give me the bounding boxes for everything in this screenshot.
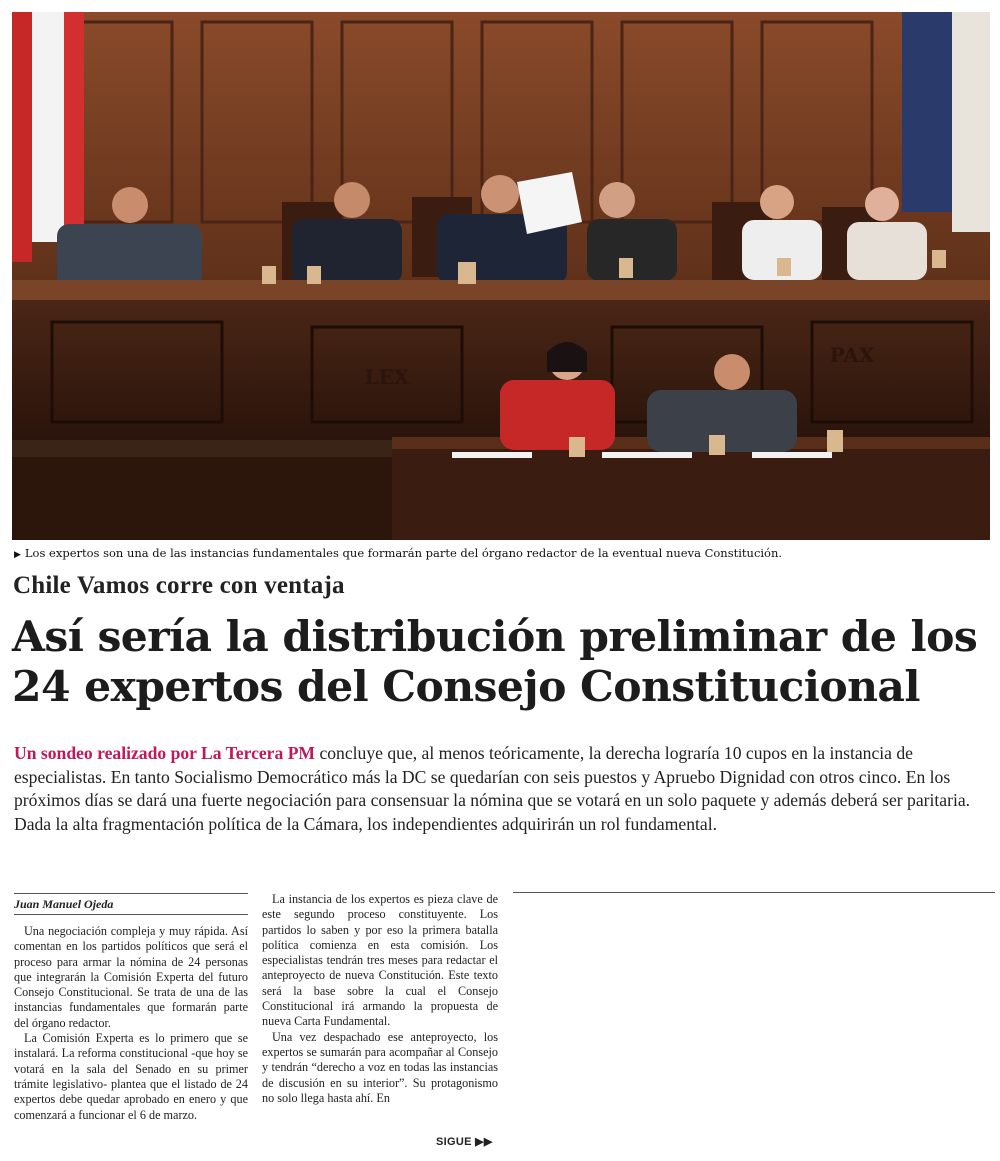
bench-inscription-lex: LEX [364,365,410,389]
column-rule-right [513,892,995,893]
caption-marker-icon: ▶ [14,550,21,560]
byline-rule-bottom [14,914,248,915]
body-column-1 [14,924,248,1123]
body-paragraph: Una vez despachado ese anteproyecto, los expertos se sumarán para acompañar al Consejo y tendrán “derecho a voz en todas las instancias de discusión en su interior”. Su protagonismo no solo llega hasta ahí. En [262,1029,498,1105]
continue-link[interactable]: SIGUE ▶▶ [436,1136,493,1148]
caption-text: Los expertos son una de las instancias fundamentales que formarán parte del órgano redactor de la eventual nueva Constitución. [24,546,783,560]
lede-text: concluye que, al menos teóricamente, la derecha lograría 10 cupos en la instancia de especialistas. En tanto Socialismo Democrático más la DC se quedarían con seis puestos y Apruebo Dignidad con otros cinco. En los próximos días se dará una fuerte negociación para consensuar la nómina que se votará en un solo paquete y además deberá ser paritaria. Dada la alta fragmentación política de la Cámara, los independientes adquirirán un rol fundamental. [14,743,971,834]
body-paragraph: La instancia de los expertos es pieza clave de este segundo proceso constituyente. Los partidos lo saben y por eso la primera batalla política comienza en esta comisión. Los especialistas tendrán tres meses para redactar el anteproyecto de nueva Constitución. Este texto será la base sobre la cual el Consejo Constitucional irá armando la propuesta de nueva Carta Fundamental. [262,892,498,1029]
lede [14,742,989,836]
bench-inscription-pax: PAX [829,343,875,367]
photo-illustration [12,12,990,540]
body-column-2 [262,892,498,1106]
kicker: Chile Vamos corre con ventaja [13,572,345,599]
byline: Juan Manuel Ojeda [14,897,114,911]
headline: Así sería la distribución preliminar de los 24 expertos del Consejo Constitucional [12,612,978,712]
body-paragraph: Una negociación compleja y muy rápida. Así comentan en los partidos políticos que será el proceso para armar la nómina de 24 personas que integrarán la Comisión Experta del futuro Consejo Constitucional. Se trata de una de las instancias fundamentales que formarán parte del órgano redactor. [14,924,248,1030]
byline-rule-top [14,893,248,894]
body-paragraph: La Comisión Experta es lo primero que se instalará. La reforma constitucional -que hoy se votará en la sala del Senado en su primer trámite legislativo- plantea que el listado de 24 expertos debe quedar aprobado en enero y que comenzará a funcionar el 6 de marzo. [14,1031,248,1122]
lede-lead-in: Un sondeo realizado por La Tercera PM [14,743,316,763]
article-photo [12,12,990,540]
photo-caption [14,546,994,560]
